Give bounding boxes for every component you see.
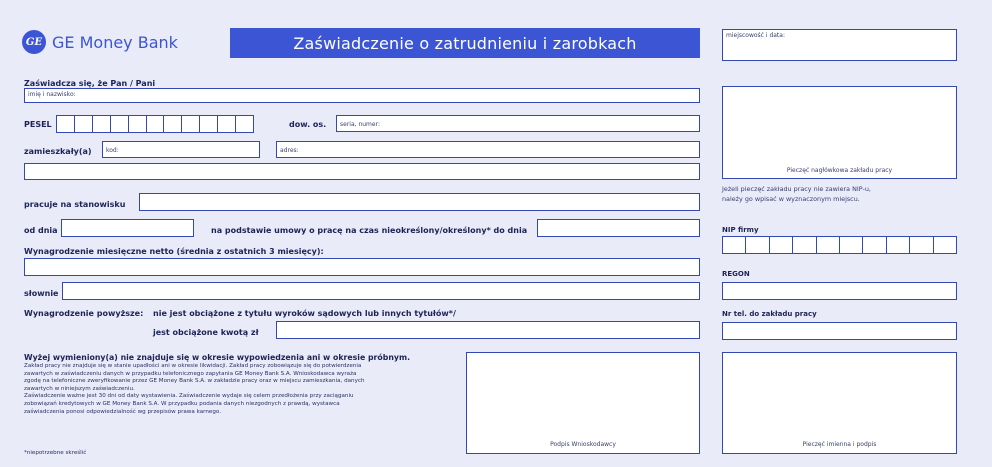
pesel-label: PESEL	[24, 120, 52, 129]
nip-note-line1: Jeżeli pieczęć zakładu pracy nie zawiera NIP-u,	[722, 185, 871, 193]
nip-digit[interactable]	[887, 237, 910, 253]
words-label: słownie	[24, 289, 59, 298]
nip-digit[interactable]	[840, 237, 863, 253]
not-burdened-option[interactable]: nie jest obciążone z tytułu wyroków sądowych lub innych tytułów*/	[153, 309, 456, 318]
id-number-field[interactable]	[336, 115, 700, 132]
pesel-digit[interactable]	[218, 116, 236, 132]
address-continued-field[interactable]	[24, 163, 700, 180]
nip-note-line2: należy go wpisać w wyznaczonym miejscu.	[722, 195, 860, 203]
nip-digit[interactable]	[863, 237, 886, 253]
postal-hint: kod:	[106, 147, 119, 154]
company-stamp-caption: Pieczęć nagłówkowa zakładu pracy	[786, 167, 893, 174]
pesel-digit[interactable]	[200, 116, 218, 132]
phone-field[interactable]	[722, 322, 957, 340]
company-stamp-box[interactable]	[722, 86, 957, 179]
contract-end-date-field[interactable]	[537, 219, 700, 237]
residence-label: zamieszkały(a)	[24, 147, 92, 156]
from-date-field[interactable]	[61, 219, 194, 237]
pesel-digit[interactable]	[93, 116, 111, 132]
position-field[interactable]	[139, 193, 700, 211]
address-field[interactable]	[276, 141, 700, 158]
id-label: dow. os.	[289, 120, 327, 129]
pesel-digit[interactable]	[147, 116, 165, 132]
brand-name: GE Money Bank	[52, 32, 178, 52]
nip-digit[interactable]	[934, 237, 956, 253]
salary-words-field[interactable]	[62, 282, 700, 300]
pesel-digit[interactable]	[236, 116, 253, 132]
brand-logo	[22, 30, 178, 54]
nip-digit[interactable]	[793, 237, 816, 253]
regon-field[interactable]	[722, 282, 957, 300]
position-label: pracuje na stanowisku	[24, 200, 126, 209]
nip-digit[interactable]	[910, 237, 933, 253]
certify-label: Zaświadcza się, że Pan / Pani	[24, 79, 156, 88]
notice-heading: Wyżej wymieniony(a) nie znajduje się w okresie wypowiedzenia ani w okresie próbnym.	[24, 353, 411, 362]
notice-line: zawartych w zaświadczeniu danych w przypadku telefonicznego zapytania GE Money Bank S.A. Wnioskodawca wyraża	[24, 370, 357, 377]
nip-digit[interactable]	[723, 237, 746, 253]
nip-digit[interactable]	[817, 237, 840, 253]
pesel-digit[interactable]	[129, 116, 147, 132]
applicant-signature-box[interactable]	[466, 352, 700, 454]
pesel-grid[interactable]	[56, 115, 254, 133]
pesel-digit[interactable]	[182, 116, 200, 132]
place-date-hint: miejscowość i data:	[726, 32, 785, 39]
name-stamp-signature-box[interactable]	[722, 352, 957, 454]
address-hint: adres:	[280, 147, 299, 154]
phone-label: Nr tel. do zakładu pracy	[722, 310, 817, 318]
burden-amount-field[interactable]	[276, 321, 700, 339]
applicant-signature-caption: Podpis Wnioskodawcy	[550, 441, 616, 448]
salary-field[interactable]	[24, 258, 700, 276]
notice-body	[24, 363, 365, 416]
notice-line: zobowiązań kredytowych w GE Money Bank S.A. W przypadku podania danych niezgodnych z prawdą, wystawca	[24, 400, 340, 407]
from-date-label: od dnia	[24, 226, 58, 235]
name-stamp-caption: Pieczęć imienna i podpis	[802, 441, 877, 448]
footnote: *niepotrzebne skreślić	[24, 450, 87, 456]
form-title	[230, 28, 700, 58]
id-hint: seria, numer:	[340, 121, 380, 128]
name-field[interactable]	[24, 88, 700, 103]
pesel-digit[interactable]	[57, 116, 75, 132]
postal-code-field[interactable]	[102, 141, 260, 158]
notice-line: zawartych w niniejszym zaświadczeniu.	[24, 385, 135, 392]
notice-line: zgodę na telefoniczne zweryfikowanie przez GE Money Bank S.A. w zakładzie pracy oraz w miejscu zamieszkania, danych	[24, 378, 365, 385]
name-hint: imię i nazwisko:	[28, 91, 76, 98]
notice-line: Zaświadczenie ważne jest 30 dni od daty wystawienia. Zaświadczenie wydaje się celem przedłożenia przy zaciąganiu	[24, 393, 354, 400]
salary-label: Wynagrodzenie miesięczne netto (średnia z ostatnich 3 miesięcy):	[24, 247, 324, 256]
pesel-digit[interactable]	[111, 116, 129, 132]
pesel-digit[interactable]	[75, 116, 93, 132]
ge-logo-icon: GE	[22, 30, 46, 54]
salary-above-label: Wynagrodzenie powyższe:	[24, 309, 144, 318]
pesel-digit[interactable]	[164, 116, 182, 132]
burdened-option[interactable]: jest obciążone kwotą zł	[153, 328, 259, 337]
contract-label: na podstawie umowy o pracę na czas nieokreślony/określony* do dnia	[211, 226, 528, 235]
nip-digit[interactable]	[770, 237, 793, 253]
notice-line: zaświadczenia ponosi odpowiedzialność wg przepisów prawa karnego.	[24, 408, 222, 415]
form-title-text: Zaświadczenie o zatrudnieniu i zarobkach	[293, 33, 637, 53]
notice-line: Zakład pracy nie znajduje się w stanie upadłości ani w okresie likwidacji. Zakład pracy zobowiązuje się do potwierdzenia	[24, 363, 362, 369]
nip-label: NIP firmy	[722, 226, 759, 234]
regon-label: REGON	[722, 270, 750, 278]
place-date-field[interactable]	[722, 29, 957, 61]
nip-digit[interactable]	[746, 237, 769, 253]
nip-grid[interactable]	[722, 236, 957, 254]
